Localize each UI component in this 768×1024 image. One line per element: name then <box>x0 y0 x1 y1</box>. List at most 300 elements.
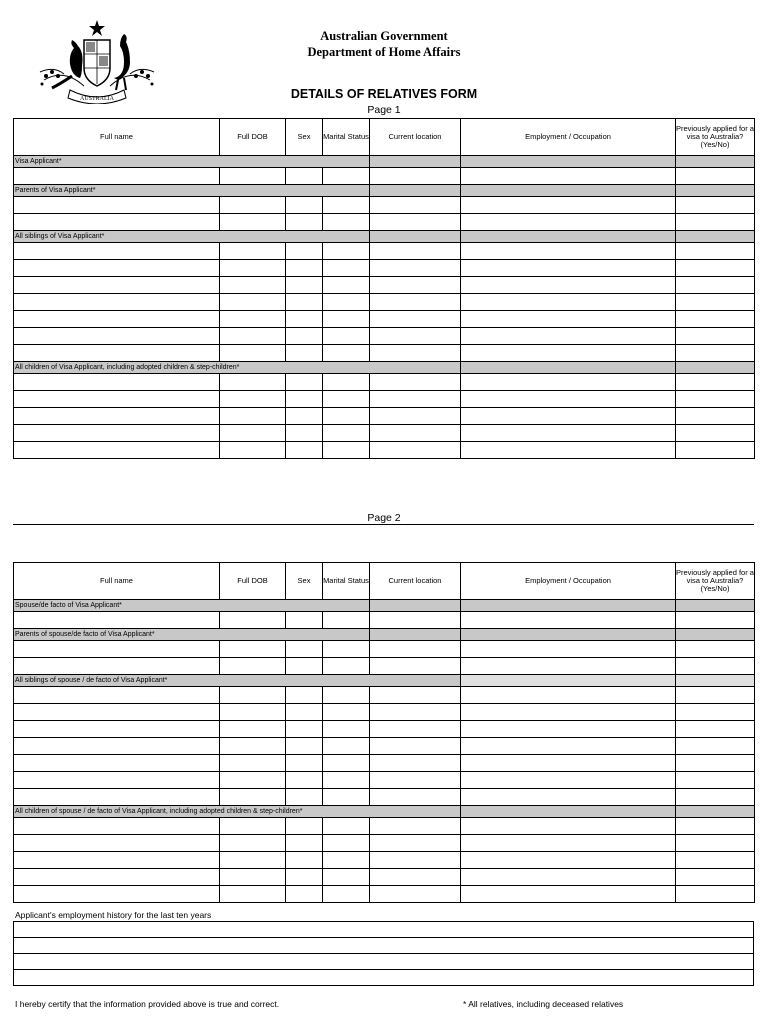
current-location-field[interactable] <box>370 835 461 852</box>
occupation-field[interactable] <box>461 277 676 294</box>
table-row <box>14 818 755 835</box>
previous-visa-field[interactable] <box>676 425 755 442</box>
sex-field[interactable] <box>286 641 323 658</box>
page1-label: Page 1 <box>367 104 401 116</box>
sex-field[interactable] <box>286 772 323 789</box>
column-header-sex: Sex <box>286 563 323 600</box>
full-name-field[interactable] <box>14 721 220 738</box>
section-header-cell <box>461 600 676 612</box>
occupation-field[interactable] <box>461 789 676 806</box>
current-location-field[interactable] <box>370 277 461 294</box>
column-header-dob: Full DOB <box>220 563 286 600</box>
full-name-field[interactable] <box>14 755 220 772</box>
section-title: All children of Visa Applicant, including adopted children & step-children* <box>14 362 461 374</box>
table-row <box>14 721 755 738</box>
page1-relatives-table <box>13 118 755 459</box>
column-header-occupation: Employment / Occupation <box>461 119 676 156</box>
section-header-row <box>14 629 755 641</box>
occupation-field[interactable] <box>461 391 676 408</box>
marital-status-field[interactable] <box>323 612 370 629</box>
current-location-field[interactable] <box>370 260 461 277</box>
table-header-row <box>14 563 755 600</box>
marital-status-field[interactable] <box>323 658 370 675</box>
previous-visa-field[interactable] <box>676 442 755 459</box>
section-title: All siblings of Visa Applicant* <box>14 231 370 243</box>
table-row <box>14 772 755 789</box>
table-row <box>14 311 755 328</box>
previous-visa-field[interactable] <box>676 738 755 755</box>
occupation-field[interactable] <box>461 687 676 704</box>
table-row <box>14 738 755 755</box>
section-header-row <box>14 362 755 374</box>
section-header-cell <box>370 156 461 168</box>
dob-field[interactable] <box>220 772 286 789</box>
occupation-field[interactable] <box>461 658 676 675</box>
full-name-field[interactable] <box>14 277 220 294</box>
section-header-row <box>14 675 755 687</box>
table-row <box>14 168 755 185</box>
section-header-row <box>14 806 755 818</box>
full-name-field[interactable] <box>14 738 220 755</box>
employment-row <box>14 938 754 954</box>
current-location-field[interactable] <box>370 168 461 185</box>
occupation-field[interactable] <box>461 818 676 835</box>
table-row <box>14 687 755 704</box>
sex-field[interactable] <box>286 658 323 675</box>
table-row <box>14 852 755 869</box>
current-location-field[interactable] <box>370 658 461 675</box>
marital-status-field[interactable] <box>323 277 370 294</box>
section-header-row <box>14 231 755 243</box>
occupation-field[interactable] <box>461 197 676 214</box>
full-name-field[interactable] <box>14 425 220 442</box>
full-name-field[interactable] <box>14 886 220 903</box>
section-title: Parents of spouse/de facto of Visa Applicant* <box>14 629 370 641</box>
marital-status-field[interactable] <box>323 442 370 459</box>
sex-field[interactable] <box>286 345 323 362</box>
previous-visa-field[interactable] <box>676 243 755 260</box>
occupation-field[interactable] <box>461 755 676 772</box>
column-header-current-location: Current location <box>370 119 461 156</box>
section-header-row <box>14 185 755 197</box>
marital-status-field[interactable] <box>323 772 370 789</box>
current-location-field[interactable] <box>370 641 461 658</box>
occupation-field[interactable] <box>461 869 676 886</box>
previous-visa-field[interactable] <box>676 721 755 738</box>
section-title: Parents of Visa Applicant* <box>14 185 370 197</box>
sex-field[interactable] <box>286 852 323 869</box>
full-name-field[interactable] <box>14 328 220 345</box>
full-name-field[interactable] <box>14 641 220 658</box>
previous-visa-field[interactable] <box>676 789 755 806</box>
coat-of-arms-logo <box>34 18 160 104</box>
dob-field[interactable] <box>220 391 286 408</box>
current-location-field[interactable] <box>370 311 461 328</box>
marital-status-field[interactable] <box>323 243 370 260</box>
sex-field[interactable] <box>286 260 323 277</box>
dob-field[interactable] <box>220 311 286 328</box>
occupation-field[interactable] <box>461 260 676 277</box>
table-row <box>14 641 755 658</box>
dob-field[interactable] <box>220 294 286 311</box>
dob-field[interactable] <box>220 442 286 459</box>
marital-status-field[interactable] <box>323 818 370 835</box>
employment-history-field[interactable] <box>14 954 754 970</box>
current-location-field[interactable] <box>370 345 461 362</box>
full-name-field[interactable] <box>14 197 220 214</box>
sex-field[interactable] <box>286 721 323 738</box>
previous-visa-field[interactable] <box>676 641 755 658</box>
previous-visa-field[interactable] <box>676 869 755 886</box>
current-location-field[interactable] <box>370 852 461 869</box>
dob-field[interactable] <box>220 425 286 442</box>
occupation-field[interactable] <box>461 442 676 459</box>
sex-field[interactable] <box>286 214 323 231</box>
marital-status-field[interactable] <box>323 328 370 345</box>
occupation-field[interactable] <box>461 704 676 721</box>
dob-field[interactable] <box>220 641 286 658</box>
table-row <box>14 197 755 214</box>
previous-visa-field[interactable] <box>676 311 755 328</box>
table-row <box>14 328 755 345</box>
current-location-field[interactable] <box>370 687 461 704</box>
column-header-full-name: Full name <box>14 119 220 156</box>
section-title: All siblings of spouse / de facto of Visa Applicant* <box>14 675 461 687</box>
marital-status-field[interactable] <box>323 214 370 231</box>
current-location-field[interactable] <box>370 789 461 806</box>
sex-field[interactable] <box>286 408 323 425</box>
table-row <box>14 214 755 231</box>
page2-relatives-table <box>13 562 755 903</box>
marital-status-field[interactable] <box>323 704 370 721</box>
occupation-field[interactable] <box>461 738 676 755</box>
current-location-field[interactable] <box>370 442 461 459</box>
full-name-field[interactable] <box>14 214 220 231</box>
occupation-field[interactable] <box>461 425 676 442</box>
section-header-cell <box>461 231 676 243</box>
column-header-sex: Sex <box>286 119 323 156</box>
occupation-field[interactable] <box>461 886 676 903</box>
dob-field[interactable] <box>220 374 286 391</box>
table-header-row <box>14 119 755 156</box>
section-header-cell <box>461 156 676 168</box>
section-header-cell <box>676 362 755 374</box>
current-location-field[interactable] <box>370 721 461 738</box>
full-name-field[interactable] <box>14 704 220 721</box>
current-location-field[interactable] <box>370 818 461 835</box>
current-location-field[interactable] <box>370 704 461 721</box>
previous-visa-field[interactable] <box>676 260 755 277</box>
occupation-field[interactable] <box>461 408 676 425</box>
crest-banner-text: AUSTRALIA <box>80 96 114 102</box>
dob-field[interactable] <box>220 328 286 345</box>
marital-status-field[interactable] <box>323 886 370 903</box>
dob-field[interactable] <box>220 687 286 704</box>
marital-status-field[interactable] <box>323 755 370 772</box>
previous-visa-field[interactable] <box>676 886 755 903</box>
table-row <box>14 869 755 886</box>
previous-visa-field[interactable] <box>676 687 755 704</box>
current-location-field[interactable] <box>370 243 461 260</box>
sex-field[interactable] <box>286 277 323 294</box>
previous-visa-field[interactable] <box>676 852 755 869</box>
current-location-field[interactable] <box>370 738 461 755</box>
dob-field[interactable] <box>220 721 286 738</box>
current-location-field[interactable] <box>370 328 461 345</box>
sex-field[interactable] <box>286 835 323 852</box>
section-header-cell <box>461 185 676 197</box>
table-row <box>14 442 755 459</box>
full-name-field[interactable] <box>14 789 220 806</box>
column-header-current-location: Current location <box>370 563 461 600</box>
dob-field[interactable] <box>220 886 286 903</box>
occupation-field[interactable] <box>461 612 676 629</box>
section-title: Visa Applicant* <box>14 156 370 168</box>
full-name-field[interactable] <box>14 835 220 852</box>
marital-status-field[interactable] <box>323 374 370 391</box>
marital-status-field[interactable] <box>323 687 370 704</box>
marital-status-field[interactable] <box>323 294 370 311</box>
current-location-field[interactable] <box>370 391 461 408</box>
current-location-field[interactable] <box>370 755 461 772</box>
previous-visa-field[interactable] <box>676 168 755 185</box>
full-name-field[interactable] <box>14 374 220 391</box>
dob-field[interactable] <box>220 168 286 185</box>
dob-field[interactable] <box>220 345 286 362</box>
occupation-field[interactable] <box>461 345 676 362</box>
sex-field[interactable] <box>286 197 323 214</box>
marital-status-field[interactable] <box>323 869 370 886</box>
table-row <box>14 345 755 362</box>
employment-row <box>14 970 754 986</box>
marital-status-field[interactable] <box>323 391 370 408</box>
column-header-dob: Full DOB <box>220 119 286 156</box>
current-location-field[interactable] <box>370 197 461 214</box>
table-row <box>14 277 755 294</box>
marital-status-field[interactable] <box>323 168 370 185</box>
marital-status-field[interactable] <box>323 852 370 869</box>
full-name-field[interactable] <box>14 408 220 425</box>
sex-field[interactable] <box>286 425 323 442</box>
sex-field[interactable] <box>286 869 323 886</box>
sex-field[interactable] <box>286 755 323 772</box>
section-header-cell <box>676 806 755 818</box>
previous-visa-field[interactable] <box>676 658 755 675</box>
dob-field[interactable] <box>220 789 286 806</box>
full-name-field[interactable] <box>14 294 220 311</box>
full-name-field[interactable] <box>14 818 220 835</box>
sex-field[interactable] <box>286 789 323 806</box>
column-header-full-name: Full name <box>14 563 220 600</box>
marital-status-field[interactable] <box>323 260 370 277</box>
occupation-field[interactable] <box>461 835 676 852</box>
table-row <box>14 374 755 391</box>
section-header-cell <box>676 156 755 168</box>
section-title: All children of spouse / de facto of Visa Applicant, including adopted children & step-children* <box>14 806 461 818</box>
column-header-marital-status: Marital Status <box>323 563 370 600</box>
dob-field[interactable] <box>220 408 286 425</box>
sex-field[interactable] <box>286 243 323 260</box>
current-location-field[interactable] <box>370 294 461 311</box>
dob-field[interactable] <box>220 755 286 772</box>
previous-visa-field[interactable] <box>676 277 755 294</box>
occupation-field[interactable] <box>461 294 676 311</box>
table-row <box>14 260 755 277</box>
occupation-field[interactable] <box>461 328 676 345</box>
previous-visa-field[interactable] <box>676 612 755 629</box>
current-location-field[interactable] <box>370 612 461 629</box>
previous-visa-field[interactable] <box>676 197 755 214</box>
occupation-field[interactable] <box>461 168 676 185</box>
marital-status-field[interactable] <box>323 641 370 658</box>
employment-history-label: Applicant's employment history for the last ten years <box>15 910 212 920</box>
previous-visa-field[interactable] <box>676 391 755 408</box>
section-header-cell <box>370 629 461 641</box>
full-name-field[interactable] <box>14 311 220 328</box>
dob-field[interactable] <box>220 658 286 675</box>
table-row <box>14 612 755 629</box>
section-header-cell <box>676 600 755 612</box>
dob-field[interactable] <box>220 835 286 852</box>
dob-field[interactable] <box>220 197 286 214</box>
previous-visa-field[interactable] <box>676 345 755 362</box>
full-name-field[interactable] <box>14 168 220 185</box>
full-name-field[interactable] <box>14 260 220 277</box>
sex-field[interactable] <box>286 738 323 755</box>
occupation-field[interactable] <box>461 721 676 738</box>
employment-row <box>14 954 754 970</box>
column-header-marital-status: Marital Status <box>323 119 370 156</box>
current-location-field[interactable] <box>370 408 461 425</box>
full-name-field[interactable] <box>14 852 220 869</box>
dob-field[interactable] <box>220 243 286 260</box>
section-header-cell <box>461 806 676 818</box>
section-header-cell <box>370 185 461 197</box>
marital-status-field[interactable] <box>323 738 370 755</box>
previous-visa-field[interactable] <box>676 755 755 772</box>
page-divider <box>13 524 754 525</box>
column-header-previous-visa: Previously applied for a visa to Australia? (Yes/No) <box>676 119 755 156</box>
section-header-cell <box>461 629 676 641</box>
occupation-field[interactable] <box>461 311 676 328</box>
previous-visa-field[interactable] <box>676 772 755 789</box>
marital-status-field[interactable] <box>323 311 370 328</box>
sex-field[interactable] <box>286 818 323 835</box>
current-location-field[interactable] <box>370 214 461 231</box>
previous-visa-field[interactable] <box>676 294 755 311</box>
page2-label: Page 2 <box>367 512 401 524</box>
dob-field[interactable] <box>220 260 286 277</box>
dob-field[interactable] <box>220 277 286 294</box>
full-name-field[interactable] <box>14 687 220 704</box>
dob-field[interactable] <box>220 612 286 629</box>
sex-field[interactable] <box>286 311 323 328</box>
section-header-row <box>14 600 755 612</box>
marital-status-field[interactable] <box>323 197 370 214</box>
previous-visa-field[interactable] <box>676 408 755 425</box>
employment-row <box>14 922 754 938</box>
previous-visa-field[interactable] <box>676 328 755 345</box>
occupation-field[interactable] <box>461 374 676 391</box>
occupation-field[interactable] <box>461 243 676 260</box>
dob-field[interactable] <box>220 704 286 721</box>
sex-field[interactable] <box>286 328 323 345</box>
previous-visa-field[interactable] <box>676 214 755 231</box>
marital-status-field[interactable] <box>323 408 370 425</box>
table-row <box>14 425 755 442</box>
dob-field[interactable] <box>220 818 286 835</box>
marital-status-field[interactable] <box>323 345 370 362</box>
previous-visa-field[interactable] <box>676 374 755 391</box>
current-location-field[interactable] <box>370 374 461 391</box>
dob-field[interactable] <box>220 214 286 231</box>
occupation-field[interactable] <box>461 641 676 658</box>
marital-status-field[interactable] <box>323 721 370 738</box>
previous-visa-field[interactable] <box>676 835 755 852</box>
full-name-field[interactable] <box>14 869 220 886</box>
sex-field[interactable] <box>286 168 323 185</box>
full-name-field[interactable] <box>14 612 220 629</box>
table-row <box>14 408 755 425</box>
sex-field[interactable] <box>286 704 323 721</box>
marital-status-field[interactable] <box>323 789 370 806</box>
table-row <box>14 835 755 852</box>
section-title: Spouse/de facto of Visa Applicant* <box>14 600 370 612</box>
full-name-field[interactable] <box>14 658 220 675</box>
previous-visa-field[interactable] <box>676 704 755 721</box>
current-location-field[interactable] <box>370 869 461 886</box>
dob-field[interactable] <box>220 738 286 755</box>
current-location-field[interactable] <box>370 886 461 903</box>
employment-history-field[interactable] <box>14 970 754 986</box>
table-row <box>14 704 755 721</box>
full-name-field[interactable] <box>14 243 220 260</box>
dob-field[interactable] <box>220 852 286 869</box>
previous-visa-field[interactable] <box>676 818 755 835</box>
employment-history-field[interactable] <box>14 938 754 954</box>
marital-status-field[interactable] <box>323 425 370 442</box>
column-header-previous-visa: Previously applied for a visa to Australia? (Yes/No) <box>676 563 755 600</box>
department-name: Department of Home Affairs <box>307 45 461 59</box>
current-location-field[interactable] <box>370 772 461 789</box>
section-header-cell <box>370 231 461 243</box>
sex-field[interactable] <box>286 294 323 311</box>
employment-history-field[interactable] <box>14 922 754 938</box>
full-name-field[interactable] <box>14 391 220 408</box>
table-row <box>14 658 755 675</box>
occupation-field[interactable] <box>461 214 676 231</box>
section-header-row <box>14 156 755 168</box>
form-title: DETAILS OF RELATIVES FORM <box>290 87 478 101</box>
sex-field[interactable] <box>286 886 323 903</box>
full-name-field[interactable] <box>14 345 220 362</box>
sex-field[interactable] <box>286 374 323 391</box>
full-name-field[interactable] <box>14 442 220 459</box>
section-header-cell <box>676 185 755 197</box>
occupation-field[interactable] <box>461 772 676 789</box>
occupation-field[interactable] <box>461 852 676 869</box>
employment-history-table <box>13 921 754 986</box>
table-row <box>14 391 755 408</box>
sex-field[interactable] <box>286 612 323 629</box>
full-name-field[interactable] <box>14 772 220 789</box>
sex-field[interactable] <box>286 391 323 408</box>
sex-field[interactable] <box>286 687 323 704</box>
dob-field[interactable] <box>220 869 286 886</box>
current-location-field[interactable] <box>370 425 461 442</box>
marital-status-field[interactable] <box>323 835 370 852</box>
sex-field[interactable] <box>286 442 323 459</box>
